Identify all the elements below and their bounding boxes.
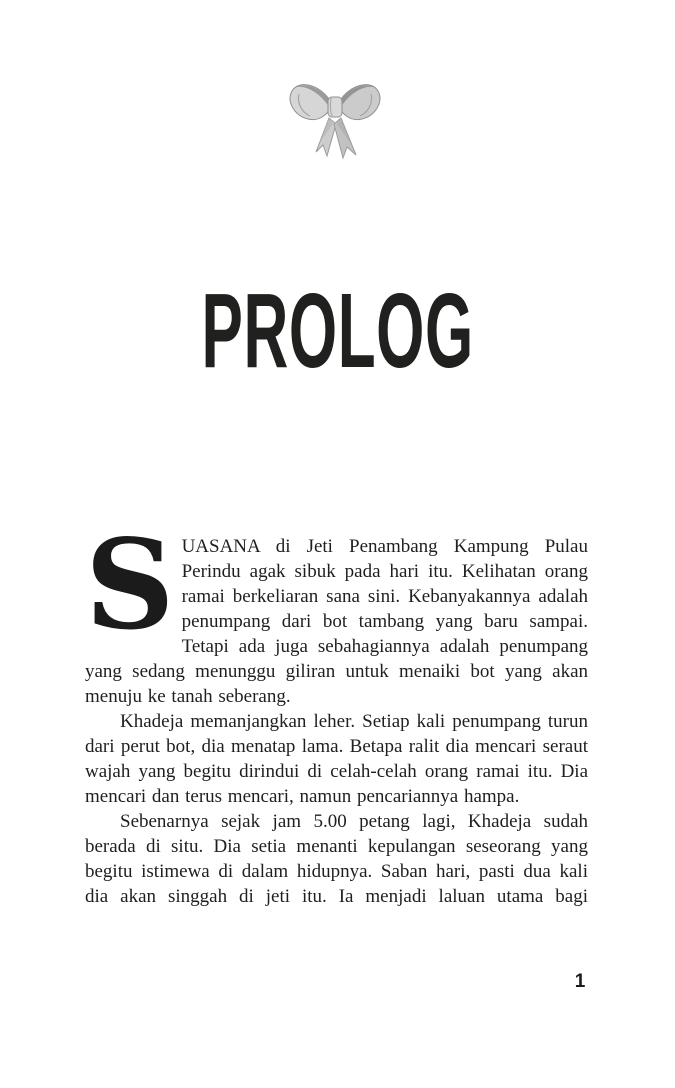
- paragraph-2: Khadeja memanjangkan leher. Setiap kali penumpang turun dari perut bot, dia menatap lama. Betapa ralit dia mencari seraut wajah yang begitu dirindui di celah-celah orang ramai itu. Dia mencari dan terus mencari, namun pencariannya hampa.: [85, 711, 588, 807]
- paragraph-1-text: UASANA di Jeti Penambang Kampung Pulau Perindu agak sibuk pada hari itu. Kelihatan orang ramai berkeliaran sana sini. Kebanyakannya adalah penumpang dari bot tambang yang baru sampai. Tetapi ada juga sebahagiannya adalah penumpang yang sedang menunggu giliran untuk menaiki bot yang akan menuju ke tanah seberang.: [85, 536, 588, 707]
- chapter-title: [0, 271, 675, 391]
- bow-ribbon-icon: [287, 74, 383, 164]
- body-text-block: [85, 513, 588, 909]
- paragraph-3: Sebenarnya sejak jam 5.00 petang lagi, Khadeja sudah berada di situ. Dia setia menanti kepulangan seseorang yang begitu istimewa di dalam hidupnya. Saban hari, pasti dua kali dia akan singgah di jeti itu. Ia menjadi laluan utama bagi: [85, 811, 588, 907]
- drop-cap: S: [85, 513, 175, 658]
- chapter-title-text: PROLOG: [201, 271, 474, 391]
- paragraph-1: [85, 513, 588, 709]
- page-number: 1: [574, 971, 586, 992]
